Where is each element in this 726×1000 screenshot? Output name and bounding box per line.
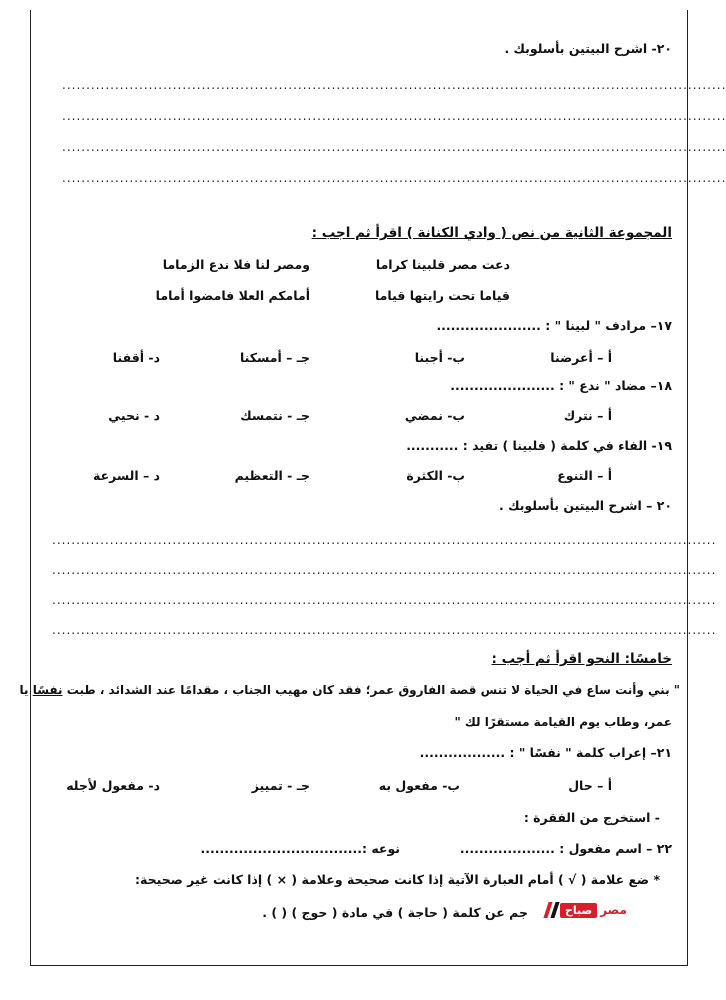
option: ب- مفعول به — [378, 778, 460, 793]
answer-line: .......................................................................................................................................... — [62, 140, 726, 154]
answer-line: .......................................................................................................................................... — [52, 623, 717, 637]
option: ب- نمضي — [404, 408, 465, 423]
poem-line1-right: دعت مصر قلبينا كراما — [375, 257, 510, 272]
answer-line: .......................................................................................................................................... — [62, 78, 726, 92]
logo-box: صباح — [560, 903, 597, 918]
option: جـ - تمييز — [251, 778, 310, 793]
answer-line: .......................................................................................................................................... — [52, 563, 717, 577]
option: أ – أعرضنا — [550, 350, 612, 365]
true-false-instruction: * ضع علامة ( √ ) أمام العبارة الآتية إذا كانت صحيحة وعلامة ( × ) إذا كانت غير صحيحة: — [135, 872, 660, 887]
question-19: ١٩- الفاء في كلمة ( فلبينا ) تفيد : ........... — [406, 438, 672, 453]
paragraph-line2: عمر، وطاب يوم القيامة مستقرًا لك " — [454, 715, 672, 729]
watermark-logo — [546, 902, 627, 918]
option: جـ – أمسكنا — [239, 350, 310, 365]
question-20-top: ٢٠- اشرح البيتين بأسلوبك . — [504, 41, 672, 56]
option: د- أقفنا — [112, 350, 160, 365]
option: أ – نترك — [563, 408, 612, 423]
option: د- مفعول لأجله — [66, 778, 160, 793]
poem-line2-left: أمامكم العلا فامضوا أماما — [155, 288, 310, 303]
question-17: ١٧– مرادف " لبينا " : ...................... — [436, 318, 672, 333]
paragraph-line1 — [20, 683, 681, 697]
option: جـ - التعظيم — [234, 468, 310, 483]
answer-line: .......................................................................................................................................... — [52, 533, 717, 547]
paragraph-text: يا — [19, 683, 33, 697]
true-false-statement: جم عن كلمة ( حاجة ) في مادة ( حوج ) ( ) . — [262, 905, 528, 920]
option: جـ - نتمسك — [240, 408, 310, 423]
answer-line: .......................................................................................................................................... — [62, 171, 726, 185]
question-22-type: نوعه :.................................. — [200, 841, 400, 856]
answer-line: .......................................................................................................................................... — [62, 109, 726, 123]
question-20: ٢٠ – اشرح البيتين بأسلوبك . — [499, 498, 672, 513]
option: ب- أجبنا — [414, 350, 465, 365]
underlined-word: نفسًا — [32, 683, 63, 697]
poem-line2-right: قياما تحت رايتها قياما — [374, 288, 510, 303]
section5-heading: خامسًا: النحو اقرأ ثم أجب : — [491, 651, 672, 667]
extract-instruction: - استخرج من الفقرة : — [523, 810, 660, 825]
logo-text: مصر — [600, 903, 627, 917]
question-21: ٢١– إعراب كلمة " نفسًا " : .................. — [419, 745, 672, 760]
option: أ – حال — [568, 778, 612, 793]
question-22: ٢٢ – اسم مفعول : .................... — [459, 841, 672, 856]
poem-line1-left: ومصر لنا فلا ندع الزماما — [162, 257, 310, 272]
option: ب- الكثرة — [406, 468, 465, 483]
option: د – السرعة — [93, 468, 160, 483]
option: د - نحيي — [108, 408, 160, 423]
option: أ – التنوع — [557, 468, 612, 483]
question-18: ١٨– مضاد " ندع " : ...................... — [450, 378, 672, 393]
answer-line: .......................................................................................................................................... — [52, 593, 717, 607]
paragraph-text: " بني وأنت ساع في الحياة لا تنس قصة الفاروق عمر؛ فقد كان مهيب الجناب ، مقدامًا عند الشدائد ، طبت — [62, 683, 680, 697]
group2-heading: المجموعة الثانية من نص ( وادي الكنانة ) اقرأ ثم اجب : — [311, 225, 672, 241]
